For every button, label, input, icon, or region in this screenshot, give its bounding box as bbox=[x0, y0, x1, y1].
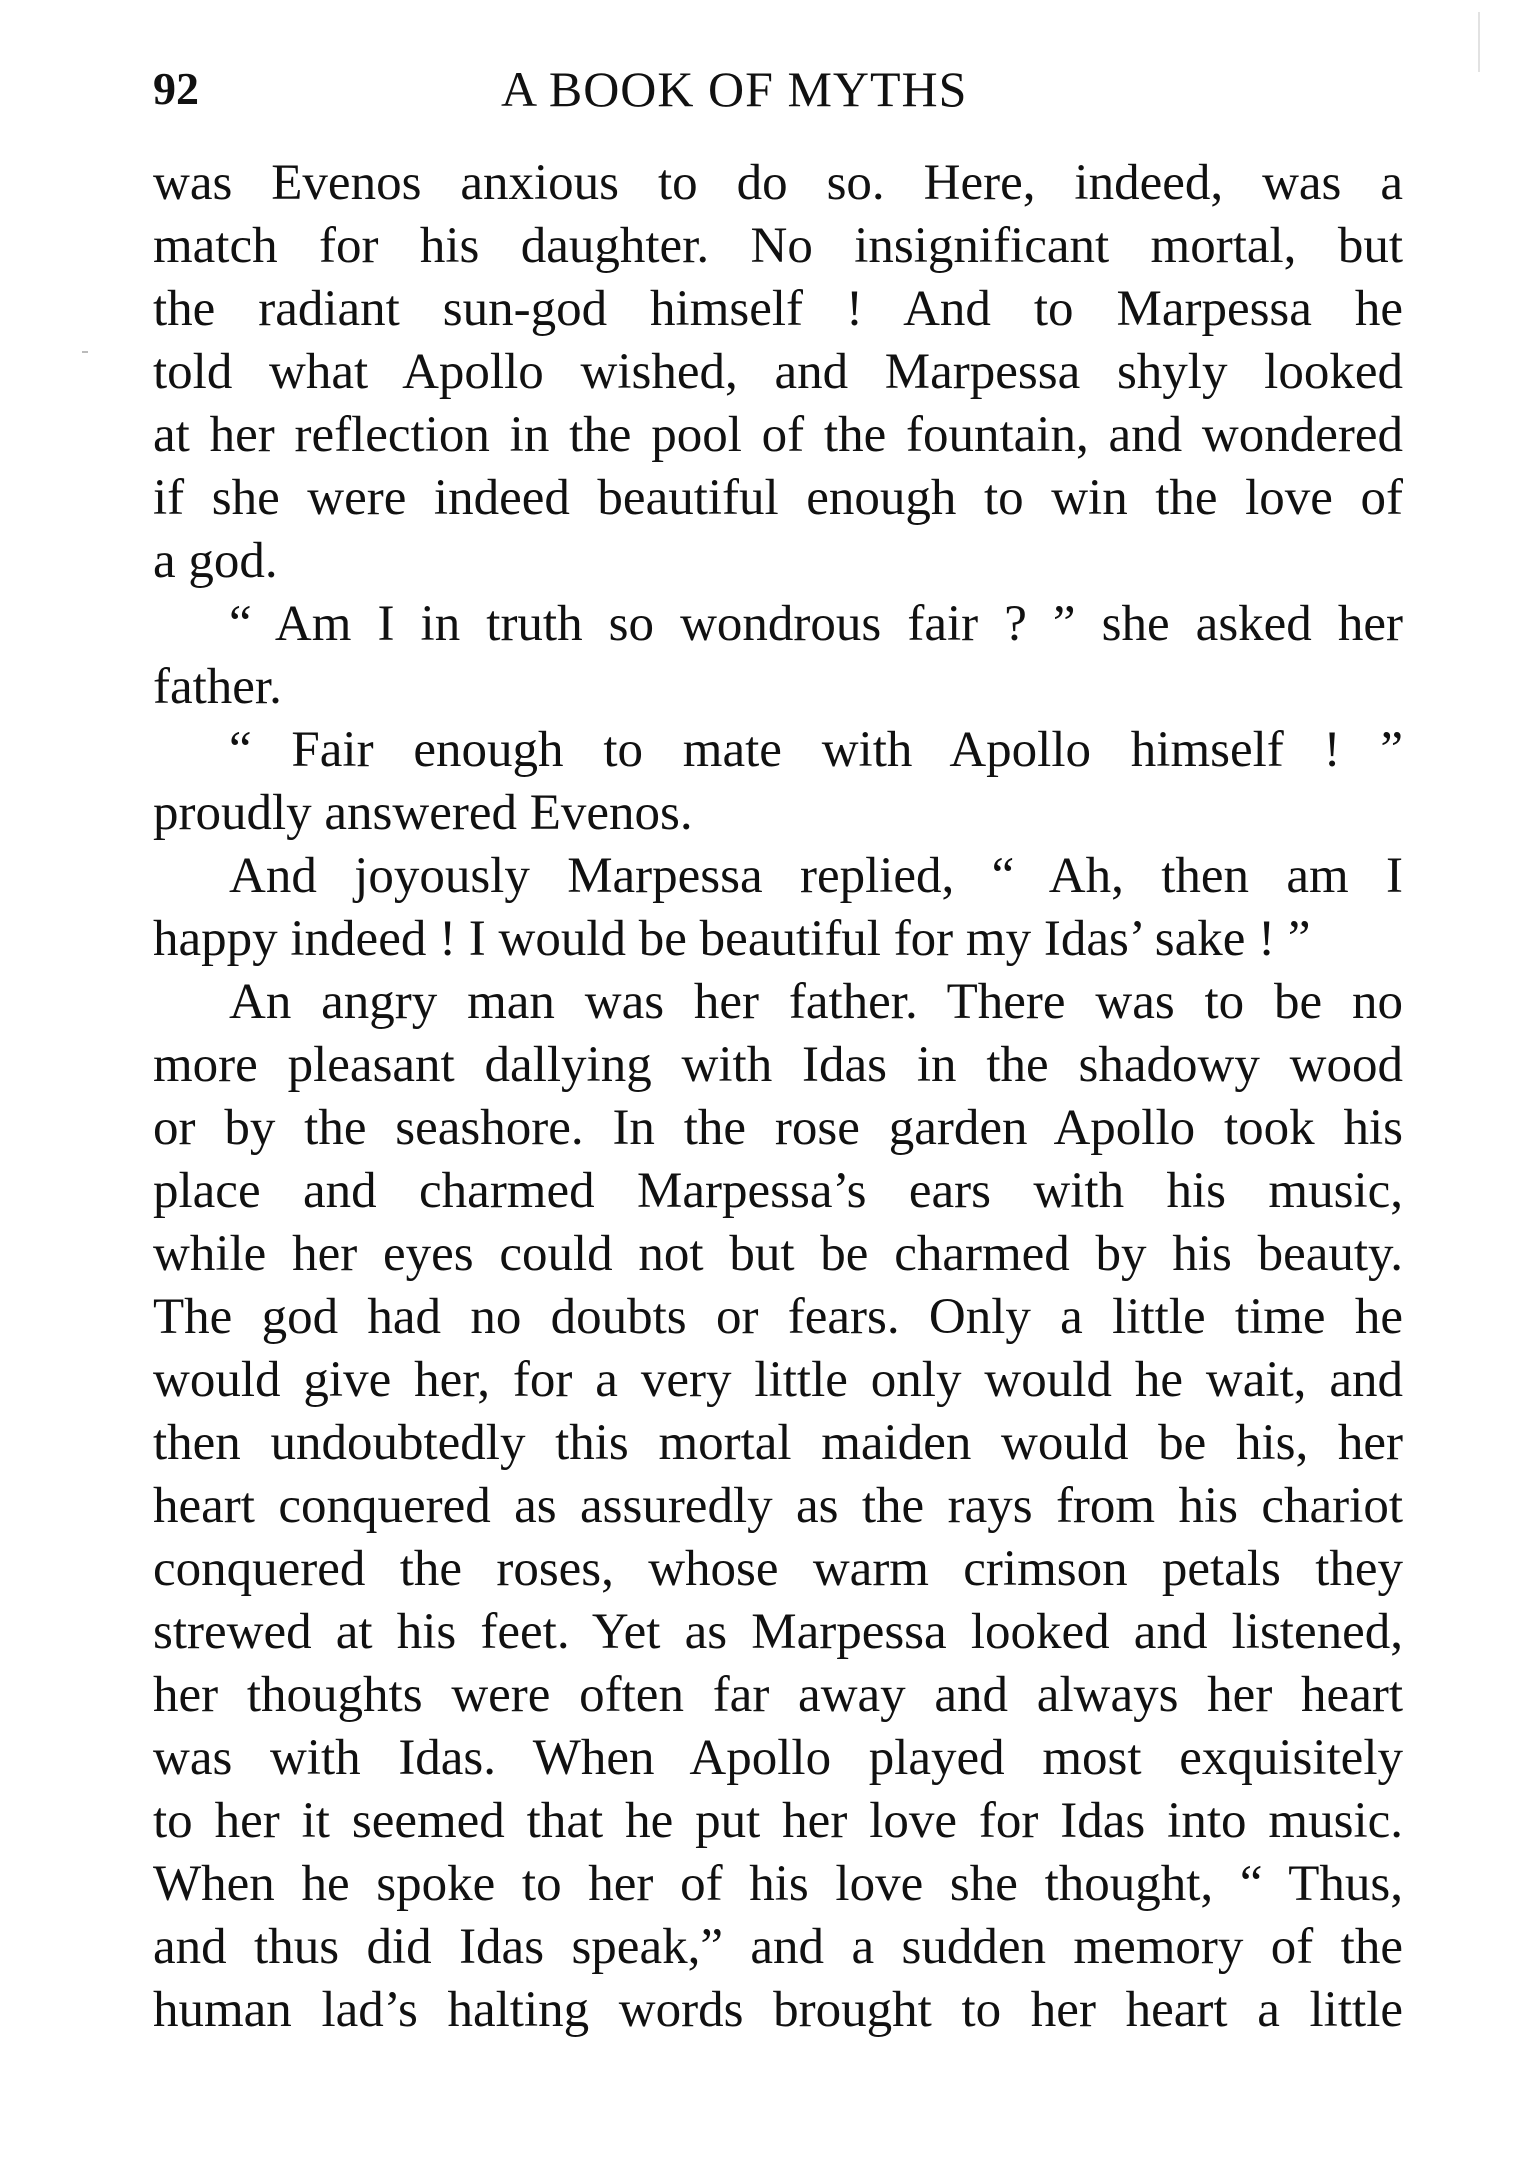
text-line: would give her, for a very little only would he wait, and bbox=[153, 1352, 1403, 1408]
running-head bbox=[153, 54, 1403, 124]
text-line: was Evenos anxious to do so. Here, indeed, was a bbox=[153, 155, 1403, 211]
text-line: her thoughts were often far away and always her heart bbox=[153, 1667, 1403, 1723]
text-line: “ Am I in truth so wondrous fair ? ” she asked her bbox=[229, 596, 1403, 652]
text-line: while her eyes could not but be charmed by his beauty. bbox=[153, 1226, 1403, 1282]
text-line: And joyously Marpessa replied, “ Ah, then am I bbox=[229, 848, 1403, 904]
text-line: if she were indeed beautiful enough to win the love of bbox=[153, 470, 1403, 526]
text-line: or by the seashore. In the rose garden Apollo took his bbox=[153, 1100, 1403, 1156]
text-line: conquered the roses, whose warm crimson petals they bbox=[153, 1541, 1403, 1597]
body-text bbox=[153, 152, 1403, 2042]
text-line: at her reflection in the pool of the fountain, and wondered bbox=[153, 407, 1403, 463]
text-line: place and charmed Marpessa’s ears with his music, bbox=[153, 1163, 1403, 1219]
text-line: match for his daughter. No insignificant mortal, but bbox=[153, 218, 1403, 274]
text-line: and thus did Idas speak,” and a sudden memory of the bbox=[153, 1919, 1403, 1975]
text-line: proudly answered Evenos. bbox=[153, 785, 693, 841]
text-line: “ Fair enough to mate with Apollo himself ! ” bbox=[229, 722, 1403, 778]
page-number: 92 bbox=[153, 63, 199, 114]
text-line: happy indeed ! I would be beautiful for my Idas’ sake ! ” bbox=[153, 911, 1311, 967]
text-line: told what Apollo wished, and Marpessa shyly looked bbox=[153, 344, 1403, 400]
scan-speck bbox=[1478, 12, 1480, 72]
text-line: the radiant sun-god himself ! And to Marpessa he bbox=[153, 281, 1403, 337]
text-line: An angry man was her father. There was to be no bbox=[229, 974, 1403, 1030]
scan-speck bbox=[82, 351, 88, 353]
text-line: was with Idas. When Apollo played most exquisitely bbox=[153, 1730, 1403, 1786]
text-line: The god had no doubts or fears. Only a little time he bbox=[153, 1289, 1403, 1345]
text-line: strewed at his feet. Yet as Marpessa looked and listened, bbox=[153, 1604, 1403, 1660]
text-line: to her it seemed that he put her love for Idas into music. bbox=[153, 1793, 1403, 1849]
text-line: When he spoke to her of his love she thought, “ Thus, bbox=[153, 1856, 1403, 1912]
text-line: human lad’s halting words brought to her heart a little bbox=[153, 1982, 1403, 2038]
text-line: more pleasant dallying with Idas in the shadowy wood bbox=[153, 1037, 1403, 1093]
text-line: a god. bbox=[153, 533, 278, 589]
text-line: father. bbox=[153, 659, 282, 715]
text-line: then undoubtedly this mortal maiden would be his, her bbox=[153, 1415, 1403, 1471]
text-line: heart conquered as assuredly as the rays from his chariot bbox=[153, 1478, 1403, 1534]
book-title: A BOOK OF MYTHS bbox=[501, 61, 968, 117]
